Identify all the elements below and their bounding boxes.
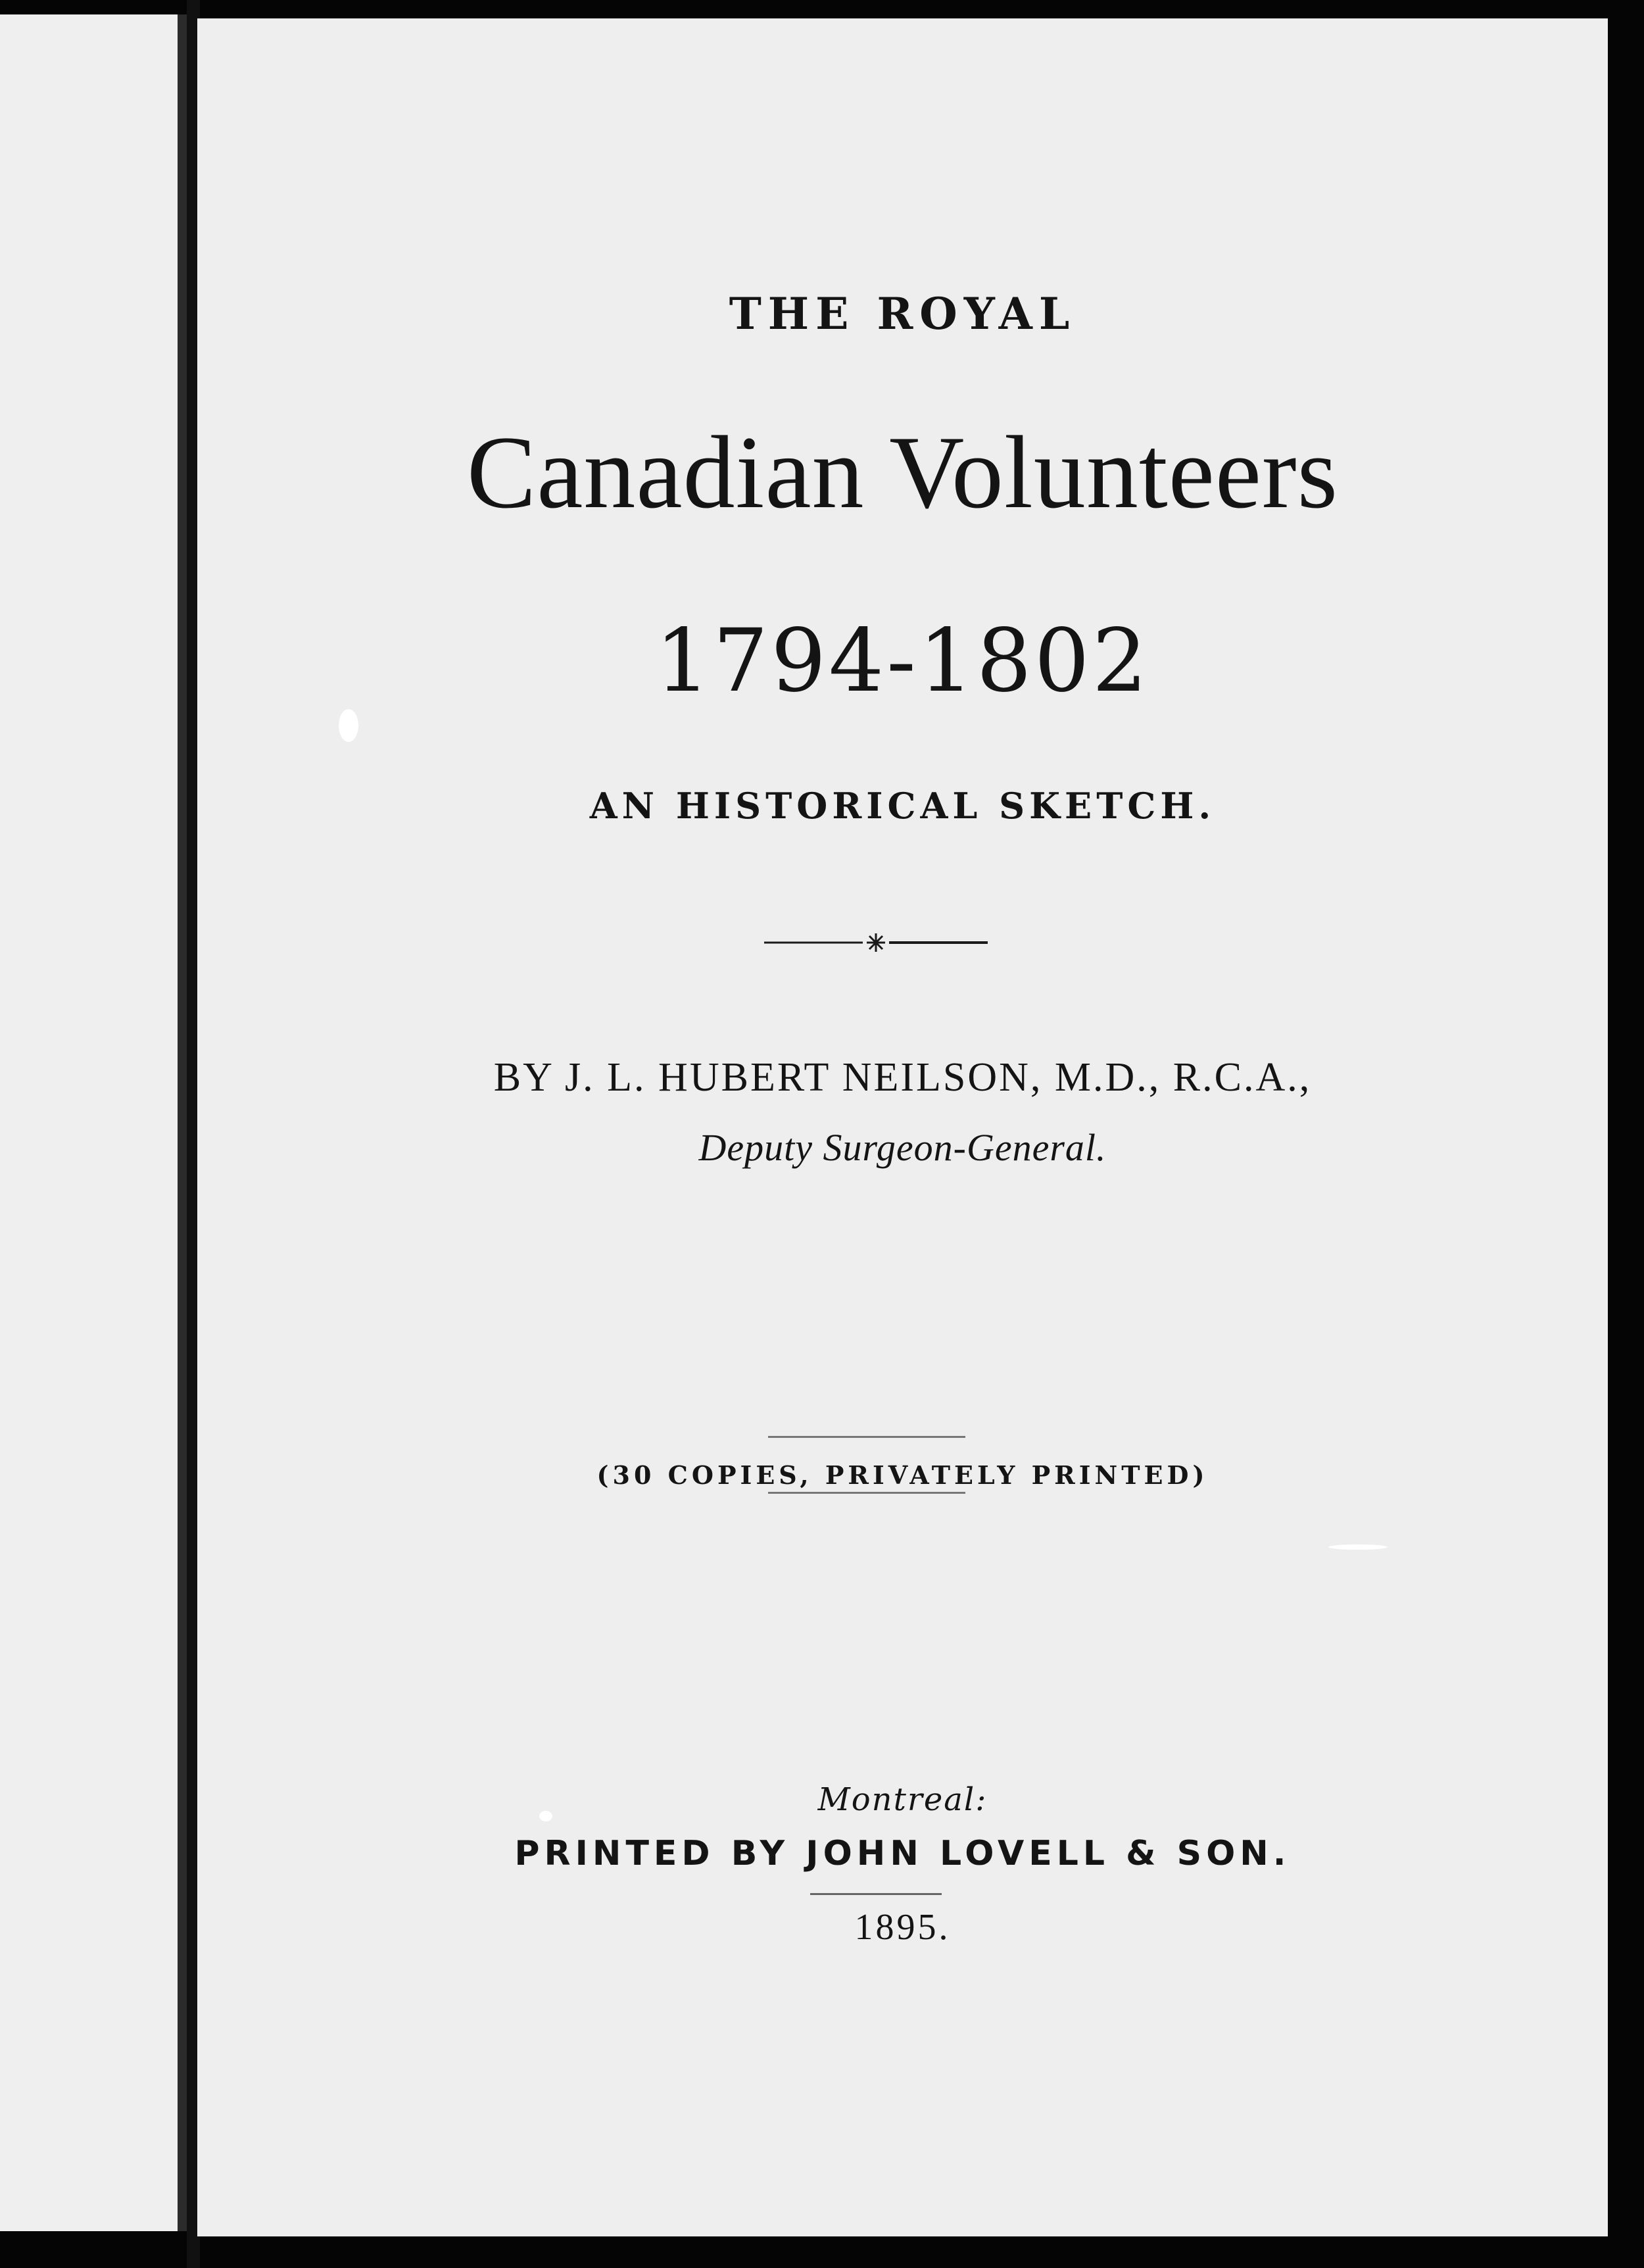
heading-the-royal: THE ROYAL [729,288,1076,339]
subtitle: AN HISTORICAL SKETCH. [589,785,1216,827]
imprint-printer: PRINTED BY JOHN LOVELL & SON. [514,1834,1291,1873]
paper-speck [339,709,358,742]
author-role: Deputy Surgeon-General. [698,1126,1107,1169]
author-line: BY J. L. HUBERT NEILSON, M.D., R.C.A., [493,1055,1312,1100]
asterism-rule-ornament-icon [764,929,988,956]
heading-main-title: Canadian Volunteers [466,415,1339,530]
paper-speck [539,1811,552,1821]
edition-note: (30 COPIES, PRIVATELY PRINTED) [596,1460,1209,1490]
imprint-rule [810,1893,942,1895]
paper-speck [1328,1544,1388,1550]
edition-rule-bottom [768,1492,965,1494]
edition-rule-top [768,1436,965,1438]
imprint-year: 1895. [854,1907,951,1948]
imprint-place: Montreal: [817,1781,988,1818]
heading-dates: 1794-1802 [655,610,1150,712]
facing-page-strip [0,14,187,2231]
title-page [197,18,1608,2236]
